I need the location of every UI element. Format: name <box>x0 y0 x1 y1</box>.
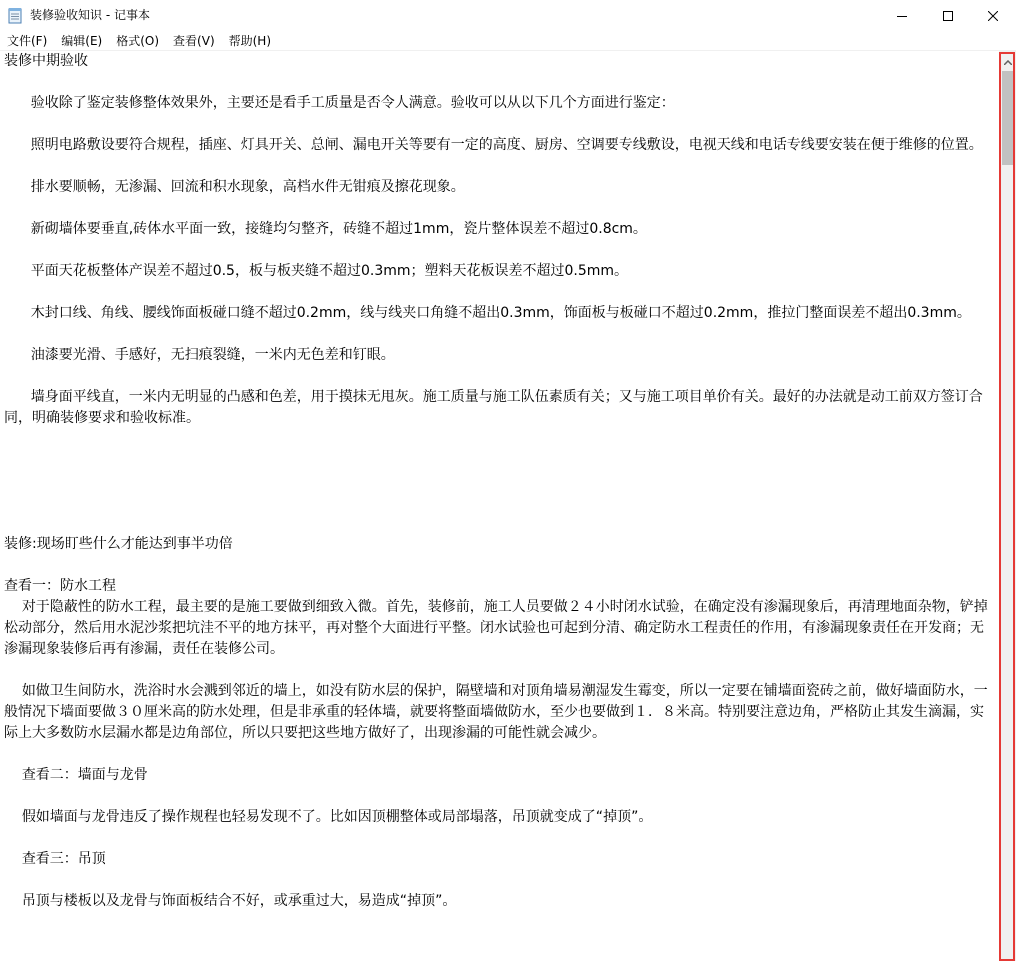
text-line[interactable] <box>4 429 994 450</box>
text-line[interactable] <box>4 828 994 849</box>
scroll-up-arrow-icon <box>1004 50 1012 69</box>
text-line[interactable] <box>4 324 994 345</box>
minimize-icon <box>897 6 907 25</box>
menu-help[interactable]: 帮助(H) <box>228 34 272 48</box>
text-line[interactable] <box>4 492 994 513</box>
text-line[interactable]: 对于隐蔽性的防水工程，最主要的是施工要做到细致入微。首先，装修前，施工人员要做２４小时闭水试验，在确定没有渗漏现象后，再清理地面杂物，铲掉松动部分，然后用水泥沙浆把坑洼不平的地方抹平，再对整个大面进行平整。闭水试验也可起到分清、确定防水工程责任的作用，有渗漏现象责任在开发商；无渗漏现象装修后再有渗漏，责任在装修公司。 <box>4 599 988 657</box>
text-line[interactable] <box>4 555 994 576</box>
menu-format[interactable]: 格式(O) <box>116 34 160 48</box>
text-line[interactable]: 照明电路敷设要符合规程，插座、灯具开关、总闸、漏电开关等要有一定的高度、厨房、空调要专线敷设，电视天线和电话专线要安装在便于维修的位置。 <box>4 137 983 153</box>
text-line[interactable]: 装修中期验收 <box>4 53 88 69</box>
text-line[interactable]: 新砌墙体要垂直,砖体水平面一致，接缝均匀整齐，砖缝不超过1mm，瓷片整体误差不超过0.8cm。 <box>4 221 647 237</box>
text-line[interactable]: 吊顶与楼板以及龙骨与饰面板结合不好，或承重过大，易造成“掉顶”。 <box>4 893 457 909</box>
text-line[interactable]: 排水要顺畅，无渗漏、回流和积水现象，高档水件无钳痕及擦花现象。 <box>4 179 465 195</box>
text-line[interactable]: 装修:现场盯些什么才能达到事半功倍 <box>4 536 233 552</box>
window-title: 装修验收知识 - 记事本 <box>30 8 150 22</box>
text-line[interactable] <box>4 240 994 261</box>
text-line[interactable] <box>4 366 994 387</box>
menu-bar <box>0 31 1016 51</box>
text-line[interactable] <box>4 513 994 534</box>
text-line[interactable] <box>4 72 994 93</box>
scroll-up-button[interactable] <box>999 51 1016 68</box>
text-line[interactable]: 平面天花板整体产误差不超过0.5，板与板夹缝不超过0.3mm；塑料天花板误差不超过0.5mm。 <box>4 263 629 279</box>
text-line[interactable]: 查看三：吊顶 <box>4 851 106 867</box>
notepad-icon <box>8 7 22 24</box>
text-line[interactable]: 假如墙面与龙骨违反了操作规程也轻易发现不了。比如因顶棚整体或局部塌落，吊顶就变成了“掉顶”。 <box>4 809 653 825</box>
text-line[interactable] <box>4 786 994 807</box>
text-line[interactable] <box>4 870 994 891</box>
text-line[interactable]: 如做卫生间防水，洗浴时水会溅到邻近的墙上，如没有防水层的保护，隔壁墙和对顶角墙易潮湿发生霉变，所以一定要在铺墙面瓷砖之前，做好墙面防水，一般情况下墙面要做３０厘米高的防水处理，但是非承重的轻体墙，就要将整面墙做防水，至少也要做到１．８米高。特别要注意边角，严格防止其发生滴漏，实际上大多数防水层漏水都是边角部位，所以只要把这些地方做好了，出现渗漏的可能性就会减少。 <box>4 683 988 741</box>
close-icon <box>988 6 998 25</box>
text-line[interactable]: 验收除了鉴定装修整体效果外，主要还是看手工质量是否令人满意。验收可以从以下几个方面进行鉴定： <box>4 95 675 111</box>
text-line[interactable] <box>4 114 994 135</box>
text-line[interactable]: 墙身面平线直，一米内无明显的凸感和色差，用于摸抹无甩灰。施工质量与施工队伍素质有关；又与施工项目单价有关。最好的办法就是动工前双方签订合同，明确装修要求和验收标准。 <box>4 389 983 426</box>
text-line[interactable]: 木封口线、角线、腰线饰面板碰口缝不超过0.2mm，线与线夹口角缝不超出0.3mm，饰面板与板碰口不超过0.2mm，推拉门整面误差不超出0.3mm。 <box>4 305 971 321</box>
editor-content[interactable] <box>0 51 994 912</box>
text-line[interactable] <box>4 660 994 681</box>
text-line[interactable]: 查看一：防水工程 <box>4 578 116 594</box>
title-bar[interactable] <box>0 0 1016 31</box>
text-line[interactable] <box>4 450 994 471</box>
menu-view[interactable]: 查看(V) <box>173 34 215 48</box>
text-line[interactable] <box>4 156 994 177</box>
vertical-scrollbar[interactable] <box>999 51 1016 961</box>
text-line[interactable]: 油漆要光滑、手感好，无扫痕裂缝，一米内无色差和钉眼。 <box>4 347 395 363</box>
menu-edit[interactable]: 编辑(E) <box>61 34 103 48</box>
text-line[interactable] <box>4 198 994 219</box>
maximize-icon <box>943 6 953 25</box>
scroll-thumb[interactable] <box>1002 71 1013 165</box>
maximize-button[interactable] <box>925 0 971 31</box>
text-line[interactable] <box>4 471 994 492</box>
text-line[interactable] <box>4 282 994 303</box>
close-button[interactable] <box>970 0 1016 31</box>
text-line[interactable] <box>4 744 994 765</box>
menu-file[interactable]: 文件(F) <box>7 34 48 48</box>
minimize-button[interactable] <box>879 0 925 31</box>
text-editor[interactable] <box>0 51 998 961</box>
text-line[interactable]: 查看二：墙面与龙骨 <box>4 767 148 783</box>
